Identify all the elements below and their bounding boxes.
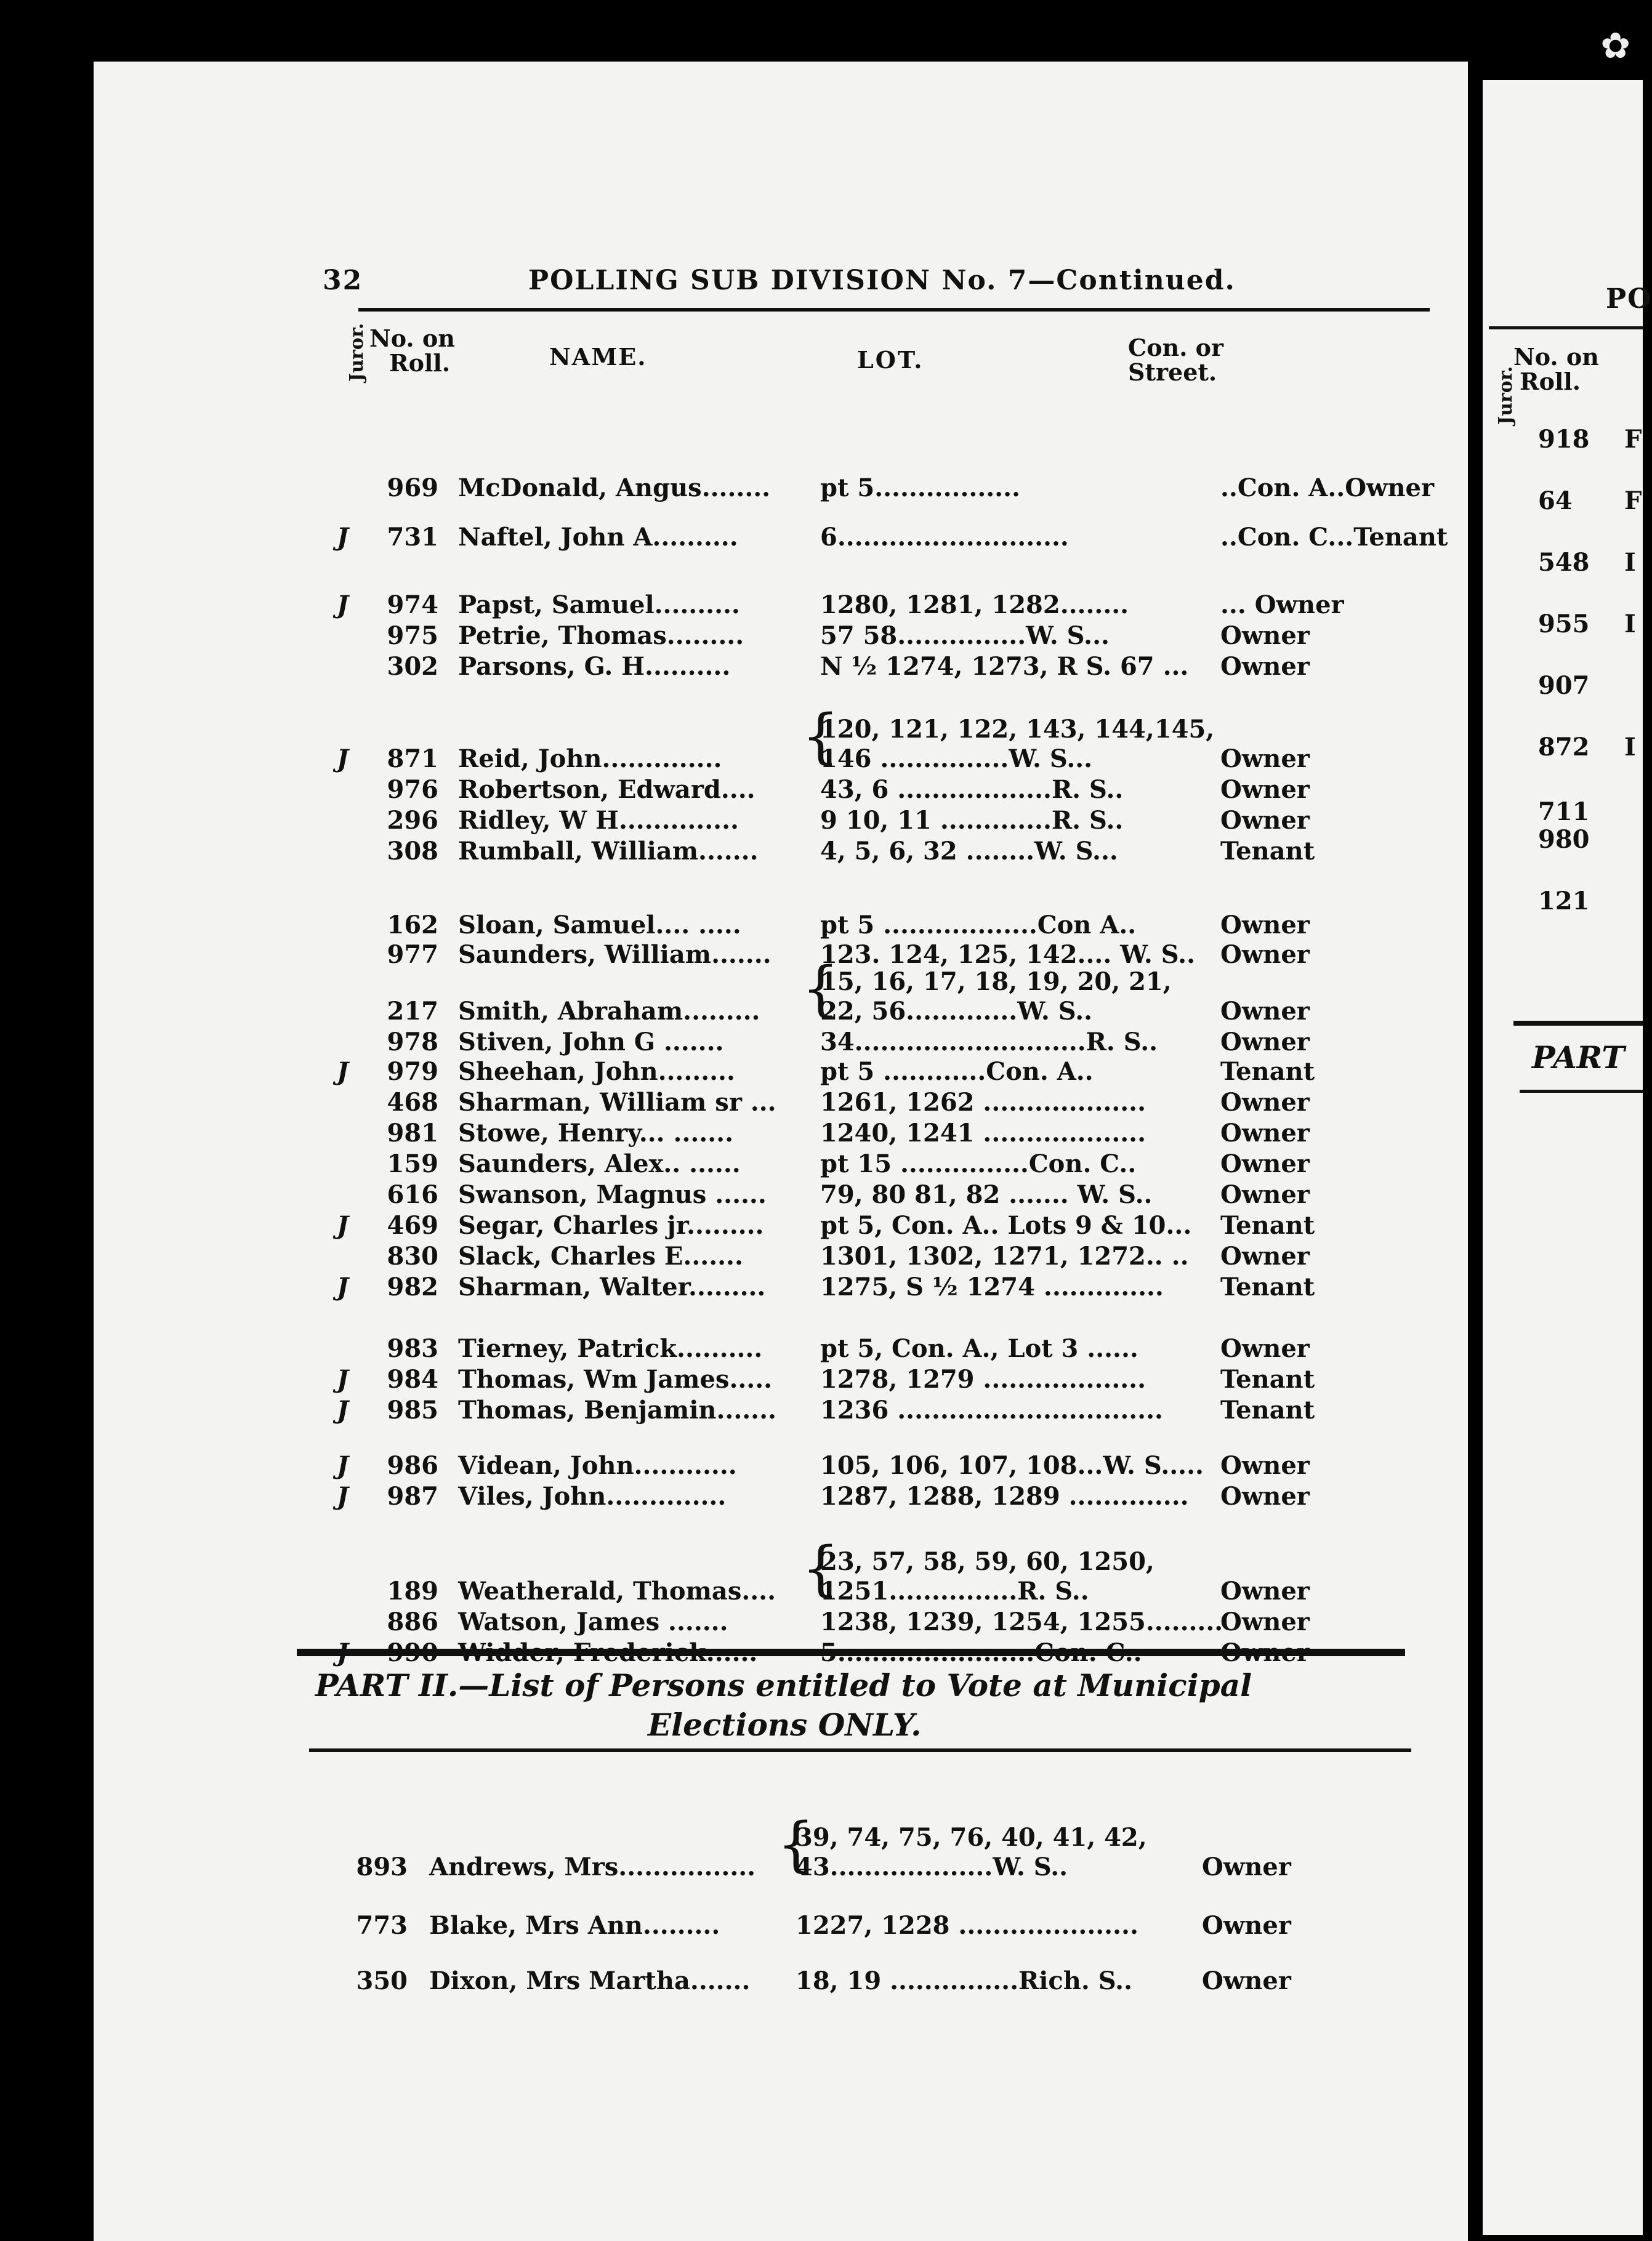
voter-name: Dixon, Mrs Martha.......	[429, 1966, 751, 1995]
lot-description: 1236 ...............................	[820, 1396, 1163, 1425]
lot-description: pt 15 ...............Con. C..	[820, 1149, 1137, 1178]
roll-number: 982	[387, 1273, 438, 1302]
column-header-roll-1: No. on	[369, 324, 455, 352]
voter-name: Tierney, Patrick..........	[458, 1334, 763, 1363]
voter-name: Stowe, Henry... .......	[458, 1119, 734, 1148]
juror-mark: J	[337, 1211, 349, 1240]
roll-number: 980	[1538, 825, 1590, 854]
voter-name: Swanson, Magnus ......	[458, 1180, 767, 1209]
roll-number: 711	[1538, 797, 1590, 826]
voter-name-fragment: I	[1624, 733, 1636, 762]
roll-number: 893	[356, 1853, 408, 1881]
right-page-fragment	[1483, 80, 1652, 2235]
voter-name: Naftel, John A..........	[458, 523, 738, 552]
tenure-status: Owner	[1220, 1119, 1310, 1148]
lot-description-continued: 22, 56.............W. S..	[820, 997, 1093, 1026]
lot-description: 1278, 1279 ...................	[820, 1365, 1146, 1394]
lot-description: 43, 6 ..................R. S..	[820, 775, 1124, 804]
voter-name: Rumball, William.......	[458, 837, 759, 866]
lot-description: pt 5.................	[820, 473, 1020, 502]
column-header-roll-2: Roll.	[389, 349, 451, 377]
roll-number: 121	[1538, 887, 1590, 915]
next-page-header-rule	[1489, 326, 1643, 329]
voter-name: Slack, Charles E.......	[458, 1242, 743, 1271]
lot-description: 120, 121, 122, 143, 144,145,	[820, 715, 1215, 744]
juror-mark: J	[337, 1273, 349, 1302]
roll-number: 731	[387, 523, 438, 552]
tenure-status: Owner	[1220, 1028, 1310, 1056]
corner-flower-icon: ✿	[1600, 25, 1630, 66]
tenure-status: Owner	[1202, 1911, 1291, 1940]
voter-name: Watson, James .......	[458, 1607, 728, 1636]
roll-number: 871	[387, 744, 438, 773]
voter-name: Parsons, G. H..........	[458, 652, 731, 681]
roll-number: 189	[387, 1577, 438, 1606]
tenure-status: Owner	[1220, 1180, 1310, 1209]
lot-description: 34...........................R. S..	[820, 1028, 1158, 1056]
juror-mark: J	[337, 1482, 349, 1511]
roll-number: 977	[387, 940, 438, 969]
tenure-status: Owner	[1220, 1607, 1310, 1636]
lot-description: 123. 124, 125, 142.... W. S..	[820, 940, 1196, 969]
voter-name: Thomas, Benjamin.......	[458, 1396, 776, 1425]
tenure-status: Owner	[1220, 1334, 1310, 1363]
column-header-con-2: Street.	[1128, 358, 1217, 386]
column-header-lot: LOT.	[857, 346, 924, 374]
next-page-header-fragment: PO	[1606, 283, 1652, 315]
page-title: POLLING SUB DIVISION No. 7—Continued.	[528, 265, 1236, 296]
roll-number: 976	[387, 775, 438, 804]
lot-description: 9 10, 11 .............R. S..	[820, 806, 1124, 835]
lot-description: pt 5, Con. A., Lot 3 ......	[820, 1334, 1138, 1363]
tenure-status: Owner	[1220, 1149, 1310, 1178]
roll-number: 162	[387, 911, 438, 939]
lot-description: 1261, 1262 ...................	[820, 1088, 1146, 1117]
next-page-part-fragment: PART	[1532, 1039, 1625, 1076]
part2-title-rule	[309, 1748, 1411, 1752]
lot-description: 57 58...............W. S...	[820, 621, 1110, 650]
tenure-status: Tenant	[1220, 837, 1315, 866]
brace-mark: {	[802, 954, 840, 1023]
juror-mark: J	[337, 523, 349, 552]
voter-name: Segar, Charles jr.........	[458, 1211, 764, 1240]
voter-name: Videan, John............	[458, 1451, 737, 1480]
lot-description: 15, 16, 17, 18, 19, 20, 21,	[820, 967, 1172, 996]
lot-description: pt 5 ..................Con A..	[820, 911, 1137, 939]
juror-mark: J	[337, 1451, 349, 1480]
tenure-status: Owner	[1220, 775, 1310, 804]
voter-name: Papst, Samuel..........	[458, 590, 740, 619]
voter-name: Viles, John..............	[458, 1482, 727, 1511]
roll-number: 548	[1538, 548, 1590, 577]
roll-number: 955	[1538, 610, 1590, 638]
roll-number: 978	[387, 1028, 438, 1056]
roll-number: 985	[387, 1396, 438, 1425]
lot-description: pt 5, Con. A.. Lots 9 & 10...	[820, 1211, 1192, 1240]
tenure-status: ..Con. A..Owner	[1220, 473, 1435, 502]
roll-number: 350	[356, 1966, 408, 1995]
lot-description: 105, 106, 107, 108...W. S.....	[820, 1451, 1204, 1480]
roll-number: 64	[1538, 486, 1573, 515]
tenure-status: Owner	[1220, 1577, 1310, 1606]
next-page-part-title-rule	[1520, 1090, 1643, 1093]
roll-number: 981	[387, 1119, 438, 1148]
roll-number: 302	[387, 652, 438, 681]
voter-name: Weatherald, Thomas....	[458, 1577, 776, 1606]
lot-description: 79, 80 81, 82 ....... W. S..	[820, 1180, 1153, 1209]
roll-number: 975	[387, 621, 438, 650]
voter-name-fragment: I	[1624, 548, 1636, 577]
tenure-status: Owner	[1220, 1482, 1310, 1511]
juror-mark: J	[337, 1365, 349, 1394]
roll-number: 616	[387, 1180, 438, 1209]
brace-mark: {	[802, 1534, 840, 1603]
roll-number: 159	[387, 1149, 438, 1178]
tenure-status: ... Owner	[1220, 590, 1344, 619]
juror-mark: J	[337, 590, 349, 619]
lot-description: N ½ 1274, 1273, R S. 67 ...	[820, 652, 1189, 681]
column-header-juror: Juror.	[346, 323, 368, 382]
roll-number: 987	[387, 1482, 438, 1511]
voter-name: Sharman, William sr ...	[458, 1088, 776, 1117]
voter-name: Saunders, Alex.. ......	[458, 1149, 741, 1178]
voter-name: Thomas, Wm James.....	[458, 1365, 773, 1394]
voter-name-fragment: F	[1624, 486, 1642, 515]
voter-name: Stiven, John G .......	[458, 1028, 724, 1056]
roll-number: 886	[387, 1607, 438, 1636]
lot-description-continued: 146 ...............W. S...	[820, 744, 1093, 773]
lot-description: 18, 19 ...............Rich. S..	[796, 1966, 1133, 1995]
voter-name-fragment: I	[1624, 610, 1636, 638]
left-page	[94, 62, 1468, 2241]
tenure-status: Tenant	[1220, 1057, 1315, 1086]
roll-number: 983	[387, 1334, 438, 1363]
next-page-part-rule	[1513, 1021, 1643, 1026]
roll-number: 773	[356, 1911, 408, 1940]
lot-description: 1280, 1281, 1282........	[820, 590, 1129, 619]
page-gutter	[1468, 62, 1483, 2241]
voter-name: Robertson, Edward....	[458, 775, 755, 804]
tenure-status: Tenant	[1220, 1273, 1315, 1302]
page-number: 32	[323, 265, 363, 296]
brace-mark: {	[777, 1810, 815, 1879]
lot-description: 1275, S ½ 1274 ..............	[820, 1273, 1164, 1302]
roll-number: 918	[1538, 425, 1590, 454]
roll-number: 468	[387, 1088, 438, 1117]
lot-description: pt 5 ............Con. A..	[820, 1057, 1094, 1086]
tenure-status: Owner	[1220, 911, 1310, 939]
voter-name: McDonald, Angus........	[458, 473, 771, 502]
next-page-roll-header-1: No. on	[1513, 343, 1599, 371]
roll-number: 469	[387, 1211, 438, 1240]
roll-number: 969	[387, 473, 438, 502]
brace-mark: {	[802, 702, 840, 771]
roll-number: 984	[387, 1365, 438, 1394]
next-page-juror-header: Juror.	[1495, 366, 1517, 425]
juror-mark: J	[337, 744, 349, 773]
voter-name: Smith, Abraham.........	[458, 997, 760, 1026]
lot-description-continued: 1251...............R. S..	[820, 1577, 1089, 1606]
tenure-status: Owner	[1220, 806, 1310, 835]
lot-description: 1301, 1302, 1271, 1272.. ..	[820, 1242, 1189, 1271]
tenure-status: ..Con. C...Tenant	[1220, 523, 1448, 552]
part1-end-rule	[297, 1649, 1405, 1656]
tenure-status: Owner	[1220, 997, 1310, 1026]
roll-number: 974	[387, 590, 438, 619]
lot-description: 1227, 1228 .....................	[796, 1911, 1138, 1940]
next-page-roll-header-2: Roll.	[1520, 368, 1581, 395]
column-header-con-1: Con. or	[1128, 334, 1224, 361]
roll-number: 296	[387, 806, 438, 835]
tenure-status: Owner	[1220, 940, 1310, 969]
lot-description: 1240, 1241 ...................	[820, 1119, 1146, 1148]
voter-name: Sloan, Samuel.... .....	[458, 911, 741, 939]
lot-description-continued: 43...................W. S..	[796, 1853, 1068, 1881]
header-rule	[358, 308, 1430, 312]
lot-description: 23, 57, 58, 59, 60, 1250,	[820, 1547, 1154, 1576]
roll-number: 217	[387, 997, 438, 1026]
juror-mark: J	[337, 1057, 349, 1086]
tenure-status: Tenant	[1220, 1365, 1315, 1394]
part2-title-line2: Elections ONLY.	[648, 1707, 922, 1743]
voter-name-fragment: F	[1624, 425, 1642, 454]
tenure-status: Owner	[1220, 652, 1310, 681]
voter-name: Sheehan, John.........	[458, 1057, 735, 1086]
voter-name: Sharman, Walter.........	[458, 1273, 766, 1302]
roll-number: 986	[387, 1451, 438, 1480]
tenure-status: Owner	[1202, 1966, 1291, 1995]
tenure-status: Owner	[1220, 1242, 1310, 1271]
tenure-status: Owner	[1220, 744, 1310, 773]
roll-number: 979	[387, 1057, 438, 1086]
juror-mark: J	[337, 1396, 349, 1425]
voter-name: Andrews, Mrs................	[429, 1853, 756, 1881]
voter-name: Saunders, William.......	[458, 940, 772, 969]
part2-title-line1: PART II.—List of Persons entitled to Vote at Municipal	[315, 1667, 1252, 1704]
roll-number: 308	[387, 837, 438, 866]
voter-name: Reid, John..............	[458, 744, 722, 773]
lot-description: 4, 5, 6, 32 ........W. S...	[820, 837, 1118, 866]
tenure-status: Owner	[1220, 621, 1310, 650]
voter-name: Blake, Mrs Ann.........	[429, 1911, 720, 1940]
tenure-status: Owner	[1220, 1451, 1310, 1480]
tenure-status: Tenant	[1220, 1396, 1315, 1425]
roll-number: 872	[1538, 733, 1590, 762]
voter-name: Ridley, W H..............	[458, 806, 739, 835]
roll-number: 907	[1538, 671, 1590, 700]
tenure-status: Owner	[1220, 1088, 1310, 1117]
roll-number: 830	[387, 1242, 438, 1271]
lot-description: 39, 74, 75, 76, 40, 41, 42,	[796, 1823, 1147, 1852]
lot-description: 6...........................	[820, 523, 1069, 552]
lot-description: 1238, 1239, 1254, 1255.........	[820, 1607, 1223, 1636]
tenure-status: Tenant	[1220, 1211, 1315, 1240]
column-header-name: NAME.	[549, 343, 647, 371]
tenure-status: Owner	[1202, 1853, 1291, 1881]
voter-name: Petrie, Thomas.........	[458, 621, 744, 650]
lot-description: 1287, 1288, 1289 ..............	[820, 1482, 1189, 1511]
